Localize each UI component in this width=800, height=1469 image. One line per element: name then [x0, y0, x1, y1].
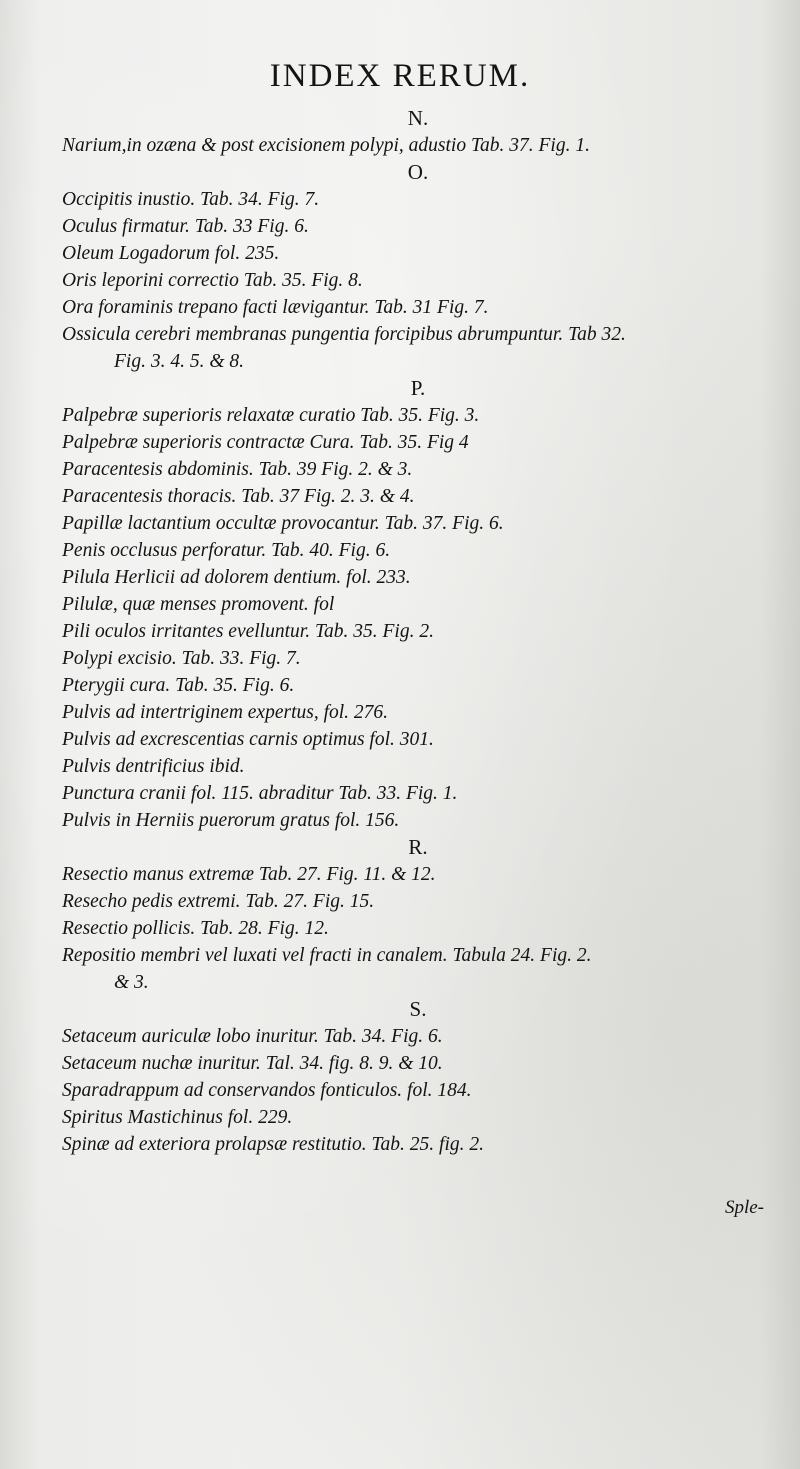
index-entry: Pterygii cura. Tab. 35. Fig. 6. — [62, 675, 295, 696]
entry-line-continued: & 3. — [114, 972, 149, 993]
section-letter-n: N. — [407, 106, 429, 130]
index-entry: Oleum Logadorum fol. 235. — [62, 243, 280, 264]
index-entry: Pulvis dentrificius ibid. — [62, 756, 245, 777]
index-entry: Setaceum auriculæ lobo inuritur. Tab. 34. Fig. 6. — [62, 1026, 443, 1047]
index-entry: Spiritus Mastichinus fol. 229. — [62, 1107, 293, 1128]
index-entry: Pili oculos irritantes evelluntur. Tab. 35. Fig. 2. — [62, 621, 434, 642]
index-entry: Ora foraminis trepano facti lævigantur. Tab. 31 Fig. 7. — [62, 297, 489, 318]
index-entry: Pulvis ad intertriginem expertus, fol. 276. — [62, 702, 389, 723]
index-entry: Papillæ lactantium occultæ provocantur. Tab. 37. Fig. 6. — [62, 513, 504, 534]
index-entry: Oris leporini correctio Tab. 35. Fig. 8. — [62, 270, 363, 291]
entry-line-first: Ossicula cerebri membranas pungentia forcipibus abrumpuntur. Tab 32. — [62, 324, 626, 345]
section-letter-o: O. — [407, 160, 429, 184]
index-entry: Resectio pollicis. Tab. 28. Fig. 12. — [62, 918, 329, 939]
index-entry: Paracentesis thoracis. Tab. 37 Fig. 2. 3. & 4. — [62, 486, 415, 507]
section-letter-r: R. — [408, 835, 428, 859]
index-entry: Resecho pedis extremi. Tab. 27. Fig. 15. — [62, 891, 375, 912]
index-entry: Oculus firmatur. Tab. 33 Fig. 6. — [62, 216, 309, 237]
section-letter-s: S. — [409, 997, 427, 1021]
index-entry: Palpebræ superioris relaxatæ curatio Tab. 35. Fig. 3. — [62, 405, 480, 426]
index-entry: Paracentesis abdominis. Tab. 39 Fig. 2. & 3. — [62, 459, 413, 480]
index-entry: Penis occlusus perforatur. Tab. 40. Fig. 6. — [62, 540, 391, 561]
index-entry: Palpebræ superioris contractæ Cura. Tab. 35. Fig 4 — [62, 432, 469, 453]
index-entry: Pulvis ad excrescentias carnis optimus fol. 301. — [62, 729, 434, 750]
index-entry: Spinæ ad exteriora prolapsæ restitutio. Tab. 25. fig. 2. — [62, 1134, 484, 1155]
index-entry: Resectio manus extremæ Tab. 27. Fig. 11. & 12. — [62, 864, 436, 885]
index-entry: Setaceum nuchæ inuritur. Tal. 34. fig. 8. 9. & 10. — [62, 1053, 443, 1074]
index-entry: Pulvis in Herniis puerorum gratus fol. 156. — [62, 810, 400, 831]
index-entry: Pilulæ, quæ menses promovent. fol — [62, 594, 335, 615]
index-entry-wrapped — [62, 321, 774, 375]
index-entry: Narium,in ozæna & post excisionem polypi, adustio Tab. 37. Fig. 1. — [62, 135, 590, 156]
page-title: INDEX RERUM. — [269, 58, 531, 94]
index-entry: Occipitis inustio. Tab. 34. Fig. 7. — [62, 189, 320, 210]
catchword: Sple- — [724, 1197, 764, 1218]
entry-line-first: Repositio membri vel luxati vel fracti in canalem. Tabula 24. Fig. 2. — [62, 945, 592, 966]
index-entry: Sparadrappum ad conservandos fonticulos. fol. 184. — [62, 1080, 472, 1101]
index-entries — [62, 105, 774, 1158]
entry-line-continued: Fig. 3. 4. 5. & 8. — [114, 351, 244, 372]
index-entry: Polypi excisio. Tab. 33. Fig. 7. — [62, 648, 301, 669]
index-entry: Punctura cranii fol. 115. abraditur Tab. 33. Fig. 1. — [62, 783, 458, 804]
index-entry-wrapped — [62, 942, 774, 996]
index-entry: Pilula Herlicii ad dolorem dentium. fol. 233. — [62, 567, 411, 588]
section-letter-p: P. — [410, 376, 426, 400]
